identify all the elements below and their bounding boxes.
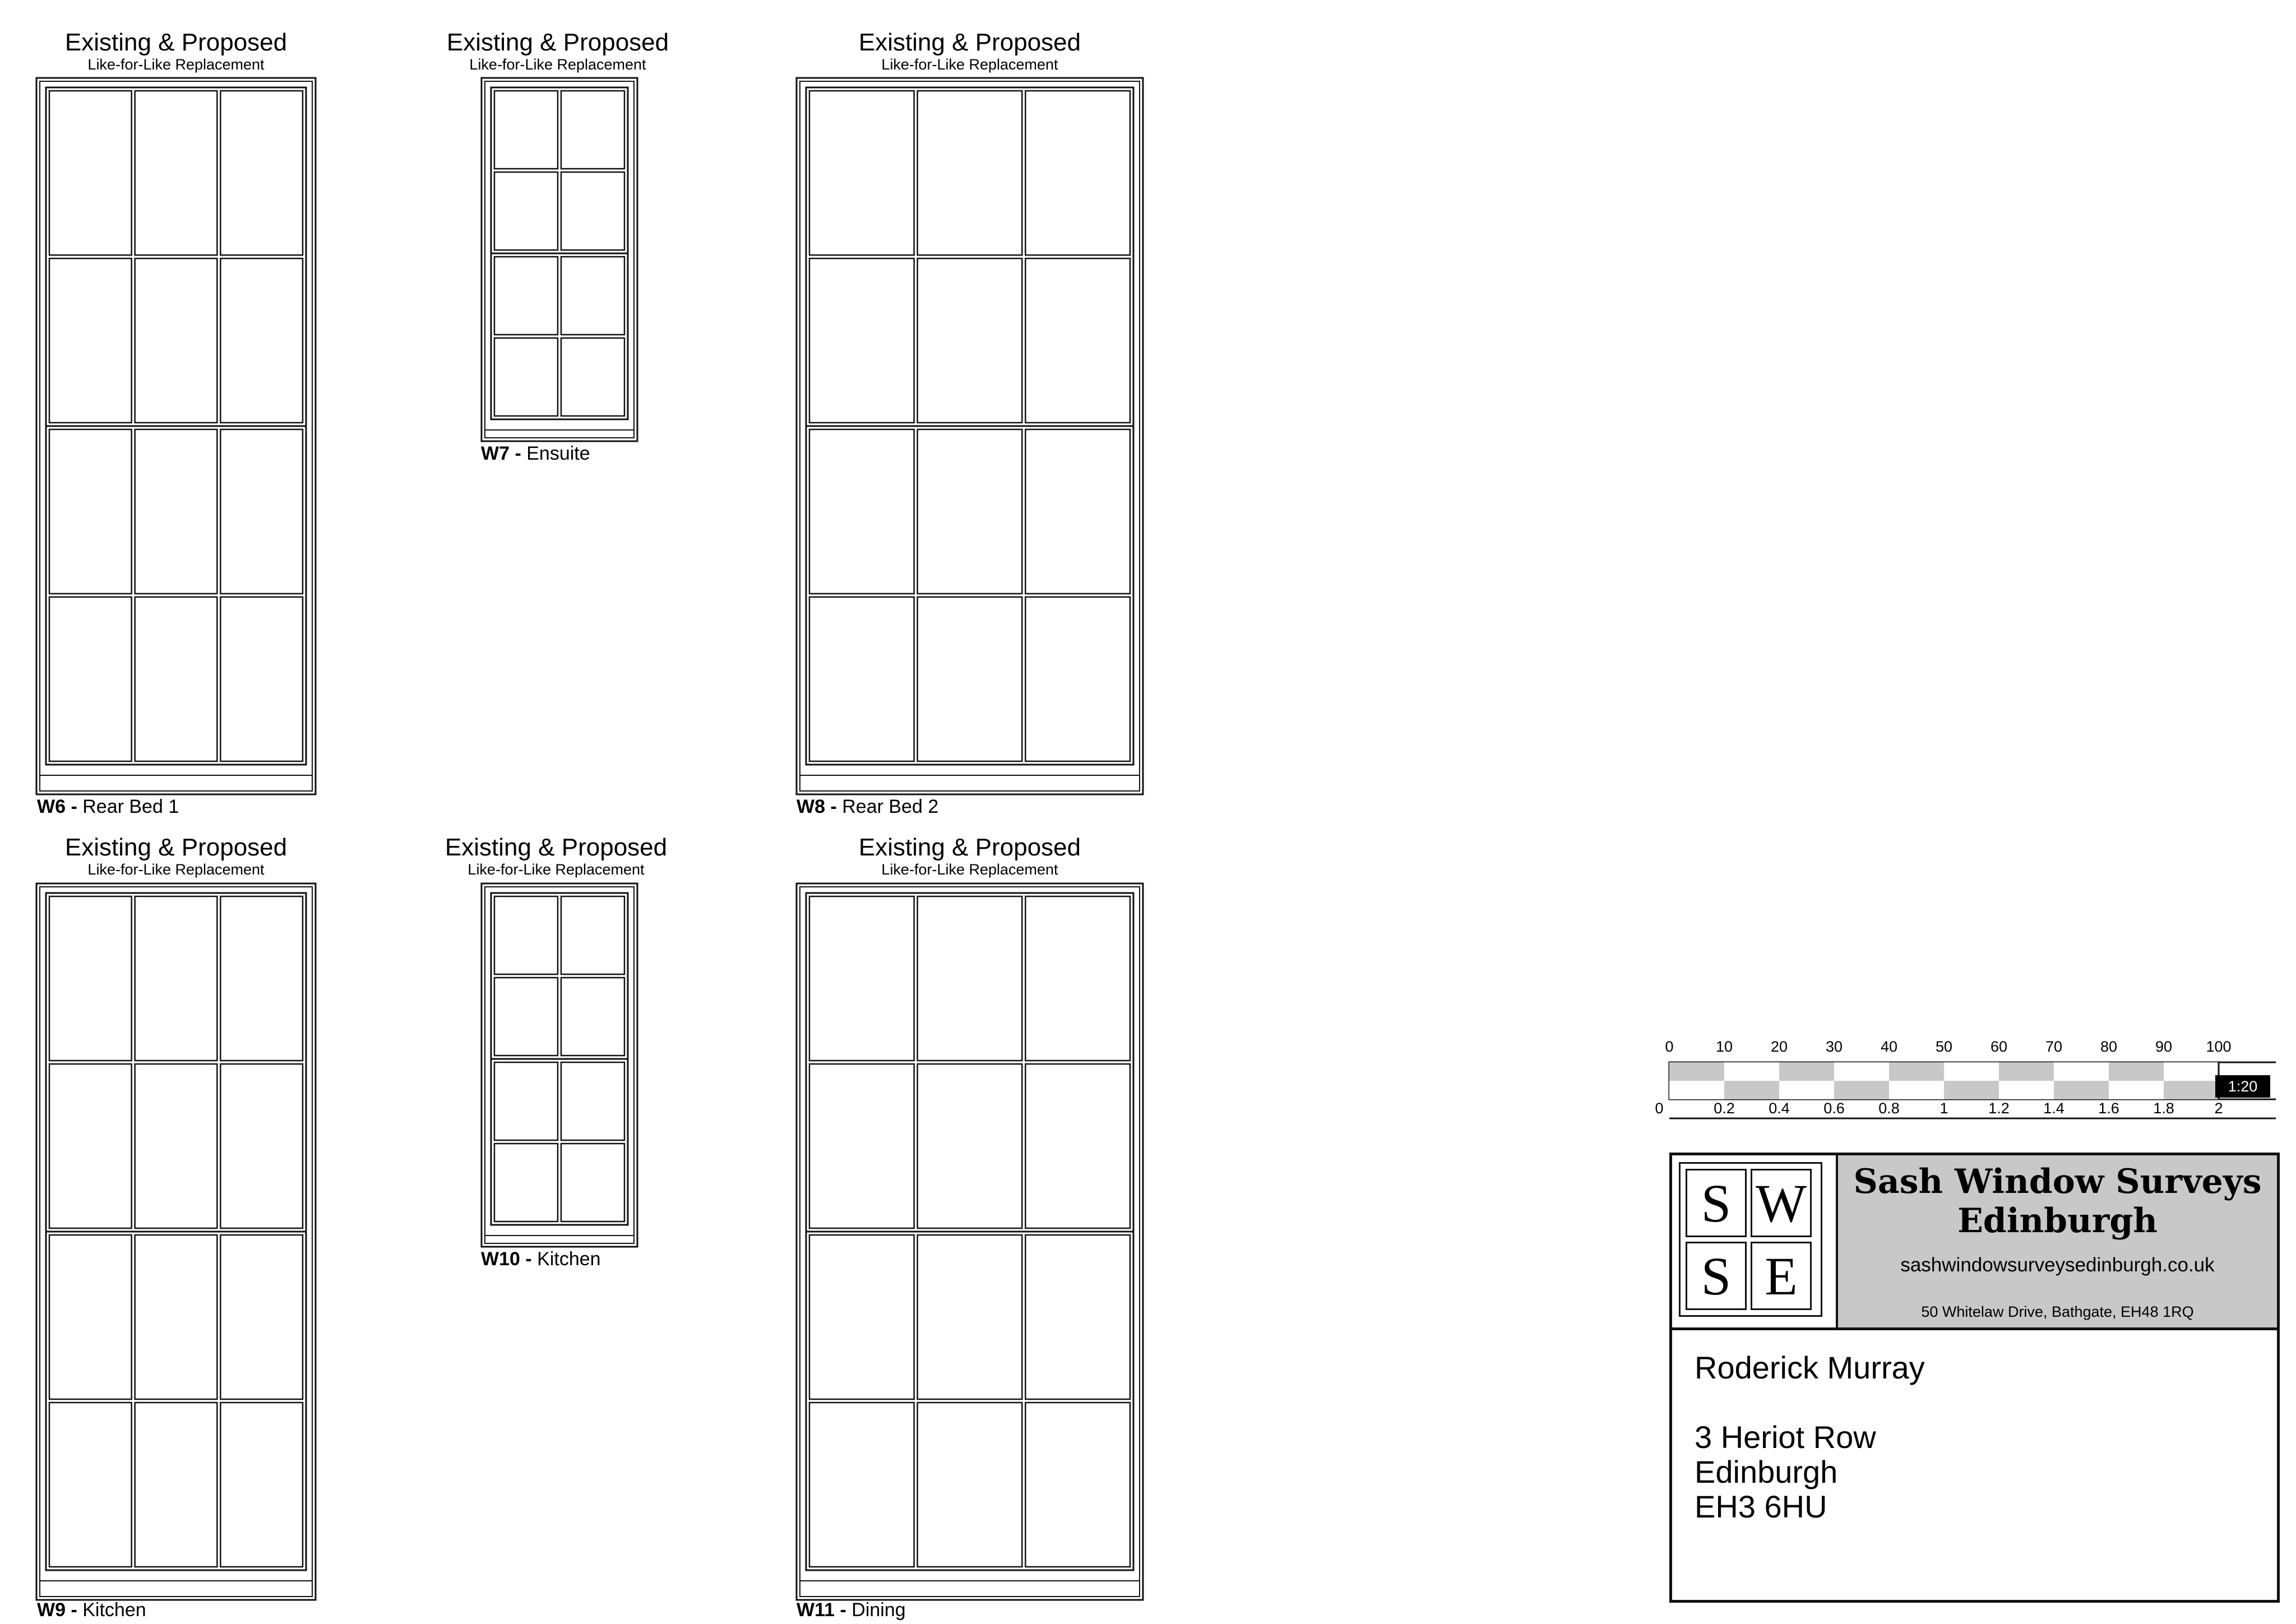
scale-top-label: 60	[1990, 1038, 2008, 1055]
company-name-line1: Sash Window Surveys	[1853, 1162, 2262, 1201]
glass-pane	[494, 978, 558, 1056]
glass-pane	[809, 896, 914, 1061]
inner-frame	[800, 887, 1140, 1597]
scale-segment	[1724, 1081, 1779, 1099]
company-address: 50 Whitelaw Drive, Bathgate, EH48 1RQ	[1921, 1303, 2194, 1320]
w10-subtitle: Like-for-Like Replacement	[467, 861, 645, 878]
scale-segment	[2109, 1062, 2164, 1081]
glass-pane	[135, 1064, 217, 1228]
w9-label	[37, 1599, 146, 1621]
glass-pane	[49, 1064, 132, 1228]
outer-frame	[482, 78, 637, 441]
scale-top-label: 80	[2100, 1038, 2118, 1055]
logo-letter-s-bottom: S	[1686, 1242, 1747, 1310]
glass-pane	[561, 1144, 624, 1222]
glass-pane	[135, 1235, 217, 1399]
w8-code: W8 -	[797, 796, 837, 817]
sill-line	[40, 775, 312, 791]
scale-bottom-label: 1	[1939, 1100, 1948, 1117]
glass-pane	[494, 896, 558, 974]
glass-pane	[809, 429, 914, 594]
glass-pane	[220, 258, 303, 423]
glass-pane	[1025, 429, 1130, 594]
outer-frame	[797, 883, 1143, 1600]
w7-label	[481, 443, 590, 465]
glass-pane	[918, 258, 1022, 423]
sill-line	[485, 1236, 634, 1243]
w8-title: Existing & Proposed	[858, 29, 1081, 56]
sill-line	[800, 775, 1140, 791]
w11-title: Existing & Proposed	[858, 834, 1081, 861]
scale-ratio-badge	[2215, 1075, 2270, 1098]
lower-sash	[46, 426, 306, 765]
glass-pane	[49, 429, 132, 594]
glass-pane	[49, 91, 132, 255]
glass-pane	[135, 1403, 217, 1567]
sill-line	[485, 430, 634, 438]
scale-top-label: 20	[1770, 1038, 1788, 1055]
scale-bottom-label: 1.6	[2098, 1100, 2119, 1117]
scale-segment	[1889, 1081, 1944, 1099]
inner-frame	[485, 887, 634, 1243]
scale-top-label: 30	[1825, 1038, 1843, 1055]
glass-pane	[918, 1235, 1022, 1399]
w6-label	[37, 796, 179, 818]
scale-top-label: 40	[1880, 1038, 1898, 1055]
glass-pane	[220, 597, 303, 761]
outer-frame	[797, 78, 1143, 794]
glass-pane	[1025, 896, 1130, 1061]
scale-top-label: 50	[1935, 1038, 1953, 1055]
scale-bottom-label: 1.4	[2043, 1100, 2064, 1117]
glass-pane	[809, 91, 914, 255]
scale-bottom-label: 1.8	[2153, 1100, 2174, 1117]
glass-pane	[494, 1144, 558, 1222]
scale-segment	[2054, 1081, 2109, 1099]
outer-frame	[482, 883, 637, 1247]
logo-frame	[1679, 1162, 1822, 1317]
glass-pane	[49, 1403, 132, 1567]
scale-segment	[1779, 1081, 1834, 1099]
w11-label	[797, 1599, 906, 1621]
glass-pane	[494, 1062, 558, 1140]
company-name	[1838, 1162, 2277, 1241]
glass-pane	[220, 1064, 303, 1228]
outer-frame	[36, 883, 316, 1600]
glass-pane	[561, 1062, 624, 1140]
glass-pane	[135, 896, 217, 1061]
glass-pane	[1025, 258, 1130, 423]
glass-pane	[809, 258, 914, 423]
w9-code: W9 -	[37, 1599, 77, 1621]
glass-pane	[49, 896, 132, 1061]
scale-segment	[2164, 1062, 2219, 1081]
scale-bottom-label: 0.6	[1823, 1100, 1845, 1117]
scale-ratio-text: 1:20	[2228, 1078, 2258, 1095]
w8-heading	[796, 30, 1144, 72]
company-logo	[1672, 1155, 1838, 1327]
scale-segment	[1999, 1062, 2054, 1081]
client-address-line1: 3 Heriot Row	[1695, 1419, 1876, 1455]
lower-sash	[806, 1232, 1133, 1570]
glass-pane	[561, 172, 624, 250]
glass-pane	[49, 597, 132, 761]
glass-pane	[809, 1235, 914, 1399]
w7-title: Existing & Proposed	[446, 29, 669, 56]
w10-title: Existing & Proposed	[445, 834, 668, 861]
scale-top-label: 90	[2155, 1038, 2173, 1055]
lower-sash	[491, 253, 628, 419]
logo-letter-s-top: S	[1686, 1169, 1747, 1237]
scale-bottom-label: 0.2	[1714, 1100, 1735, 1117]
w6-room: Rear Bed 1	[82, 796, 179, 817]
upper-sash	[491, 893, 628, 1059]
sill-line	[40, 1581, 312, 1597]
glass-pane	[220, 896, 303, 1061]
glass-pane	[561, 91, 624, 169]
company-website: sashwindowsurveysedinburgh.co.uk	[1900, 1254, 2215, 1276]
inner-frame	[40, 887, 312, 1597]
glass-pane	[220, 1403, 303, 1567]
glass-pane	[49, 258, 132, 423]
glass-pane	[494, 257, 558, 335]
scale-bottom-label: 0.8	[1878, 1100, 1900, 1117]
w7-heading	[429, 30, 687, 72]
glass-pane	[135, 429, 217, 594]
lower-sash	[806, 426, 1133, 765]
scale-segment	[1999, 1081, 2054, 1099]
w9-title: Existing & Proposed	[64, 834, 288, 861]
w8-room: Rear Bed 2	[842, 796, 939, 817]
scale-segment	[1724, 1062, 1779, 1081]
client-address-line3: EH3 6HU	[1695, 1489, 1827, 1524]
w11-subtitle: Like-for-Like Replacement	[881, 861, 1058, 878]
scale-segment	[1669, 1062, 1724, 1081]
inner-frame	[485, 81, 634, 438]
glass-pane	[561, 338, 624, 416]
glass-pane	[1025, 1235, 1130, 1399]
lower-sash	[491, 1059, 628, 1225]
scale-bar-graphic	[1659, 1059, 2276, 1127]
glass-pane	[494, 172, 558, 250]
w7-window-elevation	[481, 77, 638, 442]
scale-segment	[1834, 1062, 1889, 1081]
w6-code: W6 -	[37, 796, 77, 817]
upper-sash	[46, 87, 306, 426]
inner-frame	[800, 81, 1140, 791]
w11-code: W11 -	[797, 1599, 846, 1621]
w6-window-elevation	[36, 77, 316, 795]
glass-pane	[918, 1403, 1022, 1567]
sill-line	[800, 1581, 1140, 1597]
glass-pane	[809, 1064, 914, 1228]
w9-window-elevation	[36, 883, 316, 1600]
scale-bottom-label: 0.4	[1769, 1100, 1790, 1117]
company-name-line2: Edinburgh	[1957, 1201, 2158, 1241]
w7-code: W7 -	[481, 443, 521, 464]
glass-pane	[918, 597, 1022, 761]
w11-window-elevation	[796, 883, 1144, 1600]
scale-bottom-label: 1.2	[1988, 1100, 2010, 1117]
upper-sash	[806, 893, 1133, 1232]
client-name: Roderick Murray	[1695, 1350, 1925, 1385]
glass-pane	[918, 91, 1022, 255]
w11-heading	[796, 835, 1144, 877]
glass-pane	[918, 429, 1022, 594]
w10-heading	[427, 835, 685, 877]
glass-pane	[918, 1064, 1022, 1228]
scale-top-label: 10	[1715, 1038, 1733, 1055]
w11-room: Dining	[851, 1599, 906, 1621]
lower-sash	[46, 1232, 306, 1570]
glass-pane	[1025, 1403, 1130, 1567]
w8-label	[797, 796, 938, 818]
glass-pane	[809, 597, 914, 761]
outer-frame	[36, 78, 316, 794]
glass-pane	[494, 91, 558, 169]
scale-segment	[1944, 1062, 1999, 1081]
upper-sash	[46, 893, 306, 1232]
w9-subtitle: Like-for-Like Replacement	[87, 861, 265, 878]
company-info-panel	[1838, 1155, 2277, 1327]
w6-heading	[36, 30, 316, 72]
scale-bottom-label: 2	[2214, 1100, 2223, 1117]
client-details	[1695, 1350, 1925, 1524]
w7-subtitle: Like-for-Like Replacement	[469, 56, 646, 73]
w9-heading	[36, 835, 316, 877]
glass-pane	[135, 91, 217, 255]
glass-pane	[561, 896, 624, 974]
glass-pane	[809, 1403, 914, 1567]
scale-segment	[1944, 1081, 1999, 1099]
w10-room: Kitchen	[537, 1248, 601, 1270]
scale-top-label: 0	[1665, 1038, 1674, 1055]
scale-segment	[2164, 1081, 2219, 1099]
glass-pane	[494, 338, 558, 416]
scale-top-label: 100	[2206, 1038, 2232, 1055]
w6-title: Existing & Proposed	[64, 29, 288, 56]
scale-segment	[2109, 1081, 2164, 1099]
glass-pane	[220, 1235, 303, 1399]
w8-window-elevation	[796, 77, 1144, 795]
scale-segment	[2054, 1062, 2109, 1081]
upper-sash	[806, 87, 1133, 426]
glass-pane	[135, 258, 217, 423]
scale-segment	[1779, 1062, 1834, 1081]
w6-subtitle: Like-for-Like Replacement	[87, 56, 265, 73]
glass-pane	[49, 1235, 132, 1399]
w8-subtitle: Like-for-Like Replacement	[881, 56, 1058, 73]
inner-frame	[40, 81, 312, 791]
glass-pane	[220, 91, 303, 255]
glass-pane	[561, 978, 624, 1056]
scale-bottom-label: 0	[1655, 1100, 1664, 1117]
glass-pane	[135, 597, 217, 761]
w9-room: Kitchen	[82, 1599, 146, 1621]
scale-segment	[1889, 1062, 1944, 1081]
w7-room: Ensuite	[526, 443, 590, 464]
scale-segment	[1834, 1081, 1889, 1099]
glass-pane	[918, 896, 1022, 1061]
glass-pane	[561, 257, 624, 335]
scale-top-label: 70	[2045, 1038, 2063, 1055]
client-address-line2: Edinburgh	[1695, 1454, 1838, 1489]
glass-pane	[1025, 91, 1130, 255]
scale-segment	[1669, 1081, 1724, 1099]
w10-label	[481, 1248, 601, 1270]
glass-pane	[220, 429, 303, 594]
glass-pane	[1025, 597, 1130, 761]
glass-pane	[1025, 1064, 1130, 1228]
logo-letter-w: W	[1751, 1169, 1812, 1237]
w10-window-elevation	[481, 883, 638, 1247]
upper-sash	[491, 87, 628, 253]
logo-letter-e: E	[1751, 1242, 1812, 1310]
title-block-header	[1672, 1155, 2277, 1330]
title-block	[1669, 1153, 2280, 1603]
w10-code: W10 -	[481, 1248, 532, 1270]
